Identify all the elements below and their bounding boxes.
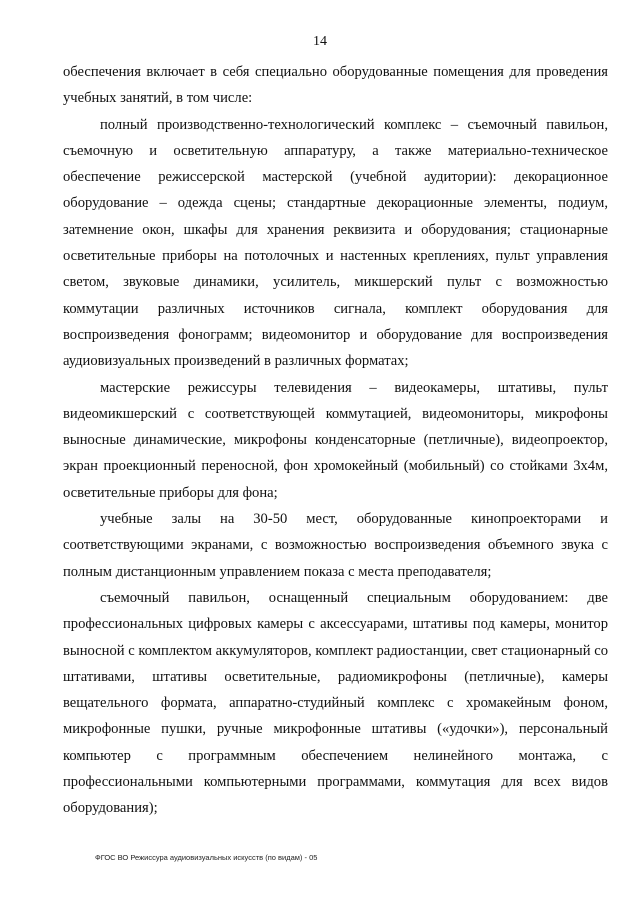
page-number: 14: [313, 34, 327, 49]
document-body: [63, 59, 608, 822]
paragraph-continuation: обеспечения включает в себя специально оборудованные помещения для проведения учебных занятий, в том числе:: [63, 64, 608, 107]
paragraph-tv-workshops: мастерские режиссуры телевидения – видеокамеры, штативы, пульт видеомикшерский с соответствующей коммутацией, видеомониторы, микрофоны выносные динамические, микрофоны конденсаторные (петличные), видеопроектор, экран проекционный переносной, фон хромокейный (мобильный) со стойками 3х4м, осветительные приборы для фона;: [63, 379, 608, 501]
page-footer: ФГОС ВО Режиссура аудиовизуальных искусств (по видам) - 05: [95, 853, 318, 862]
paragraph-production-complex: полный производственно-технологический комплекс – съемочный павильон, съемочную и осветительную аппаратуру, а также материально-техническое обеспечение режиссерской мастерской (учебной аудитории): декорационное оборудование – одежда сцены; стандартные декорационные элементы, подиум, затемнение окон, шкафы для хранения реквизита и оборудования; стационарные осветительные приборы на потолочных и настенных креплениях, пульт управления светом, звуковые динамики, усилитель, микшерский пульт с возможностью коммутации различных источников сигнала, комплект оборудования для воспроизведения фонограмм; видеомонитор и оборудование для воспроизведения аудиовизуальных произведений в различных форматах;: [63, 116, 608, 370]
paragraph-lecture-halls: учебные залы на 30-50 мест, оборудованные кинопроекторами и соответствующими экранами, с возможностью воспроизведения объемного звука с полным дистанционным управлением показа с места преподавателя;: [63, 511, 608, 580]
paragraph-film-studio: съемочный павильон, оснащенный специальным оборудованием: две профессиональных цифровых камеры с аксессуарами, штативы под камеры, монитор выносной с комплектом аккумуляторов, комплект радиостанции, свет стационарный со штативами, штативы осветительные, радиомикрофоны (петличные), камеры вещательного формата, аппаратно-студийный комплекс с хромакейным фоном, микрофонные пушки, ручные микрофонные штативы («удочки»), персональный компьютер с программным обеспечением нелинейного монтажа, с профессиональными компьютерными программами, коммутация для всех видов оборудования);: [63, 589, 608, 817]
